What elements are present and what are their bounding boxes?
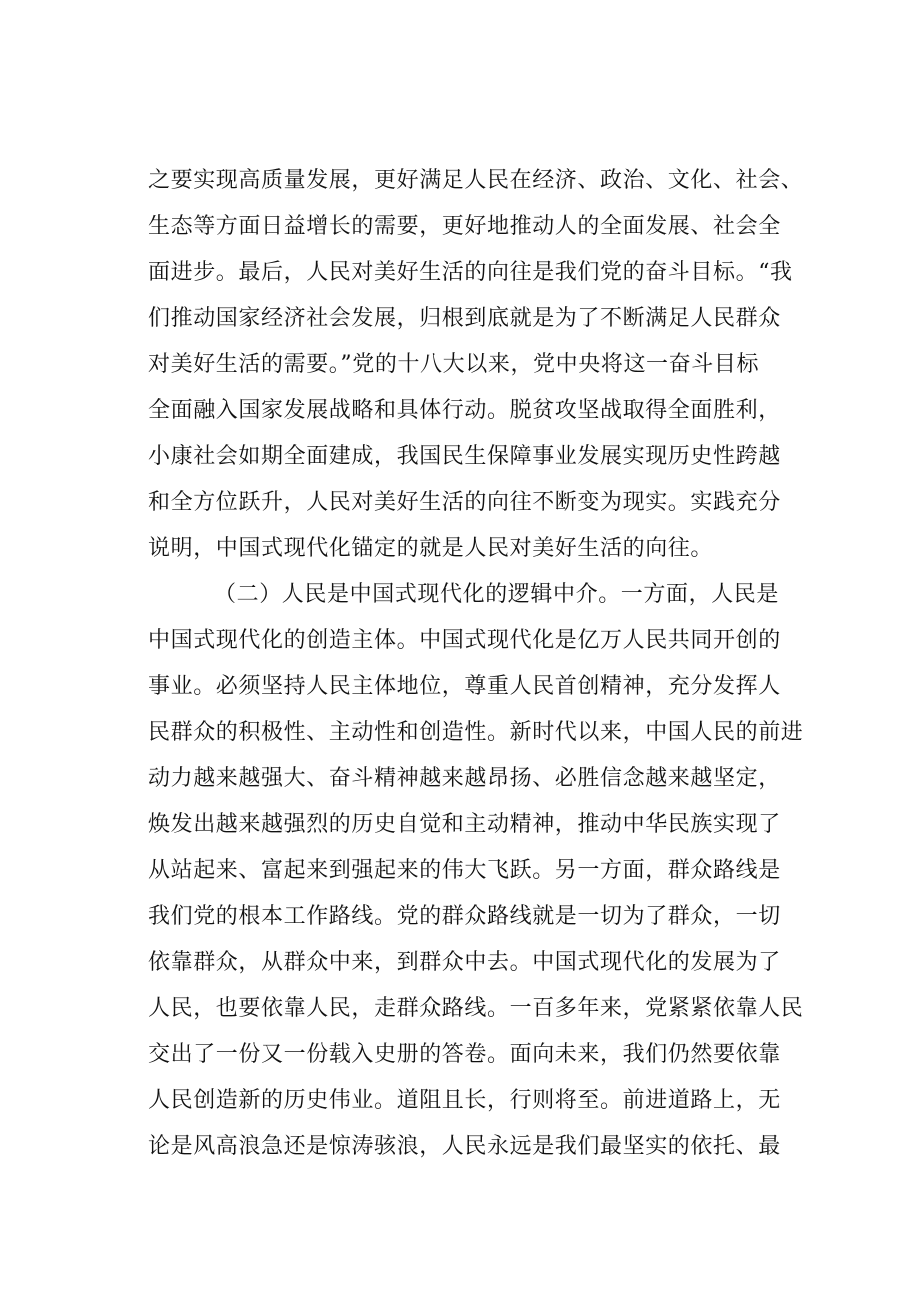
text-line: 生态等方面日益增长的需要，更好地推动人的全面发展、社会全 — [148, 214, 781, 239]
text-line: 论是风高浪急还是惊涛骇浪，人民永远是我们最坚实的依托、最 — [148, 1134, 781, 1159]
text-line: 从站起来、富起来到强起来的伟大飞跃。另一方面，群众路线是 — [148, 858, 781, 883]
text-line: 我们党的根本工作路线。党的群众路线就是一切为了群众，一切 — [148, 904, 781, 929]
text-line: 小康社会如期全面建成，我国民生保障事业发展实现历史性跨越 — [148, 444, 781, 469]
text-line: 和全方位跃升，人民对美好生活的向往不断变为现实。实践充分 — [148, 490, 781, 515]
text-line: 焕发出越来越强烈的历史自觉和主动精神，推动中华民族实现了 — [148, 812, 781, 837]
text-line: 民群众的积极性、主动性和创造性。新时代以来，中国人民的前进 — [148, 720, 804, 745]
text-line: 对美好生活的需要。”党的十八大以来，党中央将这一奋斗目标 — [148, 352, 760, 377]
text-line: 事业。必须坚持人民主体地位，尊重人民首创精神，充分发挥人 — [148, 674, 781, 699]
text-line: 之要实现高质量发展，更好满足人民在经济、政治、文化、社会、 — [148, 168, 804, 193]
text-line: 说明，中国式现代化锚定的就是人民对美好生活的向往。 — [148, 536, 714, 561]
text-line: 面进步。最后，人民对美好生活的向往是我们党的奋斗目标。“我 — [148, 260, 793, 285]
text-line: 们推动国家经济社会发展，归根到底就是为了不断满足人民群众 — [148, 306, 781, 331]
text-line: 动力越来越强大、奋斗精神越来越昂扬、必胜信念越来越坚定， — [148, 766, 781, 791]
text-line: 依靠群众，从群众中来，到群众中去。中国式现代化的发展为了 — [148, 950, 781, 975]
text-line: 人民创造新的历史伟业。道阻且长，行则将至。前进道路上，无 — [148, 1088, 781, 1113]
text-line: 中国式现代化的创造主体。中国式现代化是亿万人民共同开创的 — [148, 628, 781, 653]
document-body — [148, 158, 808, 1170]
text-line: 交出了一份又一份载入史册的答卷。面向未来，我们仍然要依靠 — [148, 1042, 781, 1067]
text-line: 人民，也要依靠人民，走群众路线。一百多年来，党紧紧依靠人民 — [148, 996, 804, 1021]
text-line: 全面融入国家发展战略和具体行动。脱贫攻坚战取得全面胜利， — [148, 398, 781, 423]
paragraph-heading-line: （二）人民是中国式现代化的逻辑中介。一方面，人民是 — [214, 582, 780, 607]
